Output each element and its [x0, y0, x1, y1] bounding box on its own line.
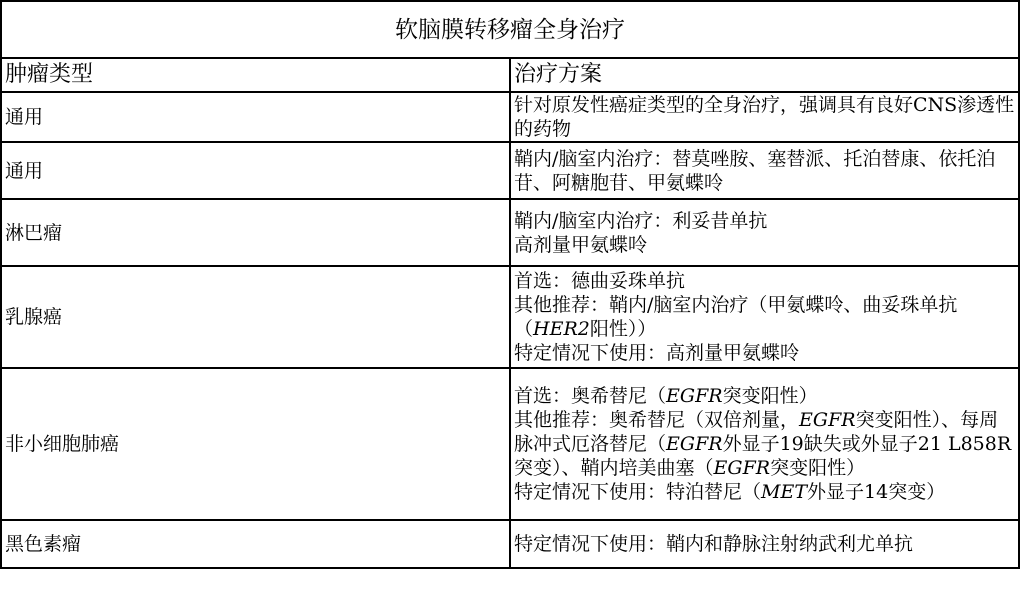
gene-name: EGFR	[666, 385, 723, 407]
gene-name: MET	[761, 481, 808, 503]
text-segment: 首选：奥希替尼（	[514, 385, 667, 407]
treatment-line: 鞘内/脑室内治疗：利妥昔单抗	[514, 209, 768, 232]
table-row	[1, 368, 1019, 520]
table-row	[1, 92, 1019, 142]
text-segment: 外显子14突变）	[807, 481, 946, 503]
tumor-type-cell: 黑色素瘤	[1, 520, 510, 568]
text-segment: 其他推荐：鞘内/脑室内治疗（甲氨蝶呤、曲妥珠单抗（	[514, 294, 958, 340]
gene-name: EGFR	[799, 409, 856, 431]
header-tumor-type: 肿瘤类型	[1, 58, 510, 92]
header-treatment-plan: 治疗方案	[510, 58, 1019, 92]
tumor-type-cell: 乳腺癌	[1, 266, 510, 368]
treatment-line	[514, 293, 1015, 341]
text-segment: 外显子19缺失或外显子21 L858R突变）、鞘内培美曲塞（	[514, 433, 1012, 479]
text-segment: 突变阳性）	[722, 385, 818, 407]
gene-name: HER2	[533, 318, 590, 340]
tumor-type-cell: 通用	[1, 142, 510, 199]
text-segment: 特定情况下使用：特泊替尼（	[514, 481, 762, 503]
treatment-line: 特定情况下使用：鞘内和静脉注射纳武利尤单抗	[514, 533, 914, 555]
treatment-line: 首选：德曲妥珠单抗	[514, 270, 686, 292]
treatment-line: 针对原发性癌症类型的全身治疗，强调具有良好CNS渗透性的药物	[514, 94, 1015, 140]
treatment-cell	[510, 199, 1019, 266]
treatment-cell	[510, 266, 1019, 368]
tumor-type-cell: 非小细胞肺癌	[1, 368, 510, 520]
tumor-type-cell: 通用	[1, 92, 510, 142]
gene-name: EGFR	[713, 457, 771, 479]
table-title: 软脑膜转移瘤全身治疗	[1, 1, 1019, 58]
gene-name: EGFR	[666, 433, 723, 455]
treatment-cell	[510, 520, 1019, 568]
text-segment: 其他推荐：奥希替尼（双倍剂量，	[514, 409, 800, 431]
treatment-line: 鞘内/脑室内治疗：替莫唑胺、塞替派、托泊替康、依托泊苷、阿糖胞苷、甲氨蝶呤	[514, 147, 996, 194]
treatment-line	[514, 480, 1015, 504]
table-row	[1, 142, 1019, 199]
text-segment: 突变阳性）、每周脉冲式厄洛替尼（	[514, 409, 999, 455]
table-row	[1, 266, 1019, 368]
treatment-cell	[510, 368, 1019, 520]
text-segment: 阳性））	[589, 318, 657, 340]
treatment-cell	[510, 92, 1019, 142]
table-row	[1, 520, 1019, 568]
text-segment: 突变阳性）	[770, 457, 866, 479]
treatment-line	[514, 408, 1015, 480]
treatment-line: 高剂量甲氨蝶呤	[514, 233, 648, 256]
treatment-line	[514, 384, 1015, 408]
table-row	[1, 199, 1019, 266]
tumor-type-cell: 淋巴瘤	[1, 199, 510, 266]
treatment-cell	[510, 142, 1019, 199]
treatment-line: 特定情况下使用：高剂量甲氨蝶呤	[514, 342, 800, 364]
